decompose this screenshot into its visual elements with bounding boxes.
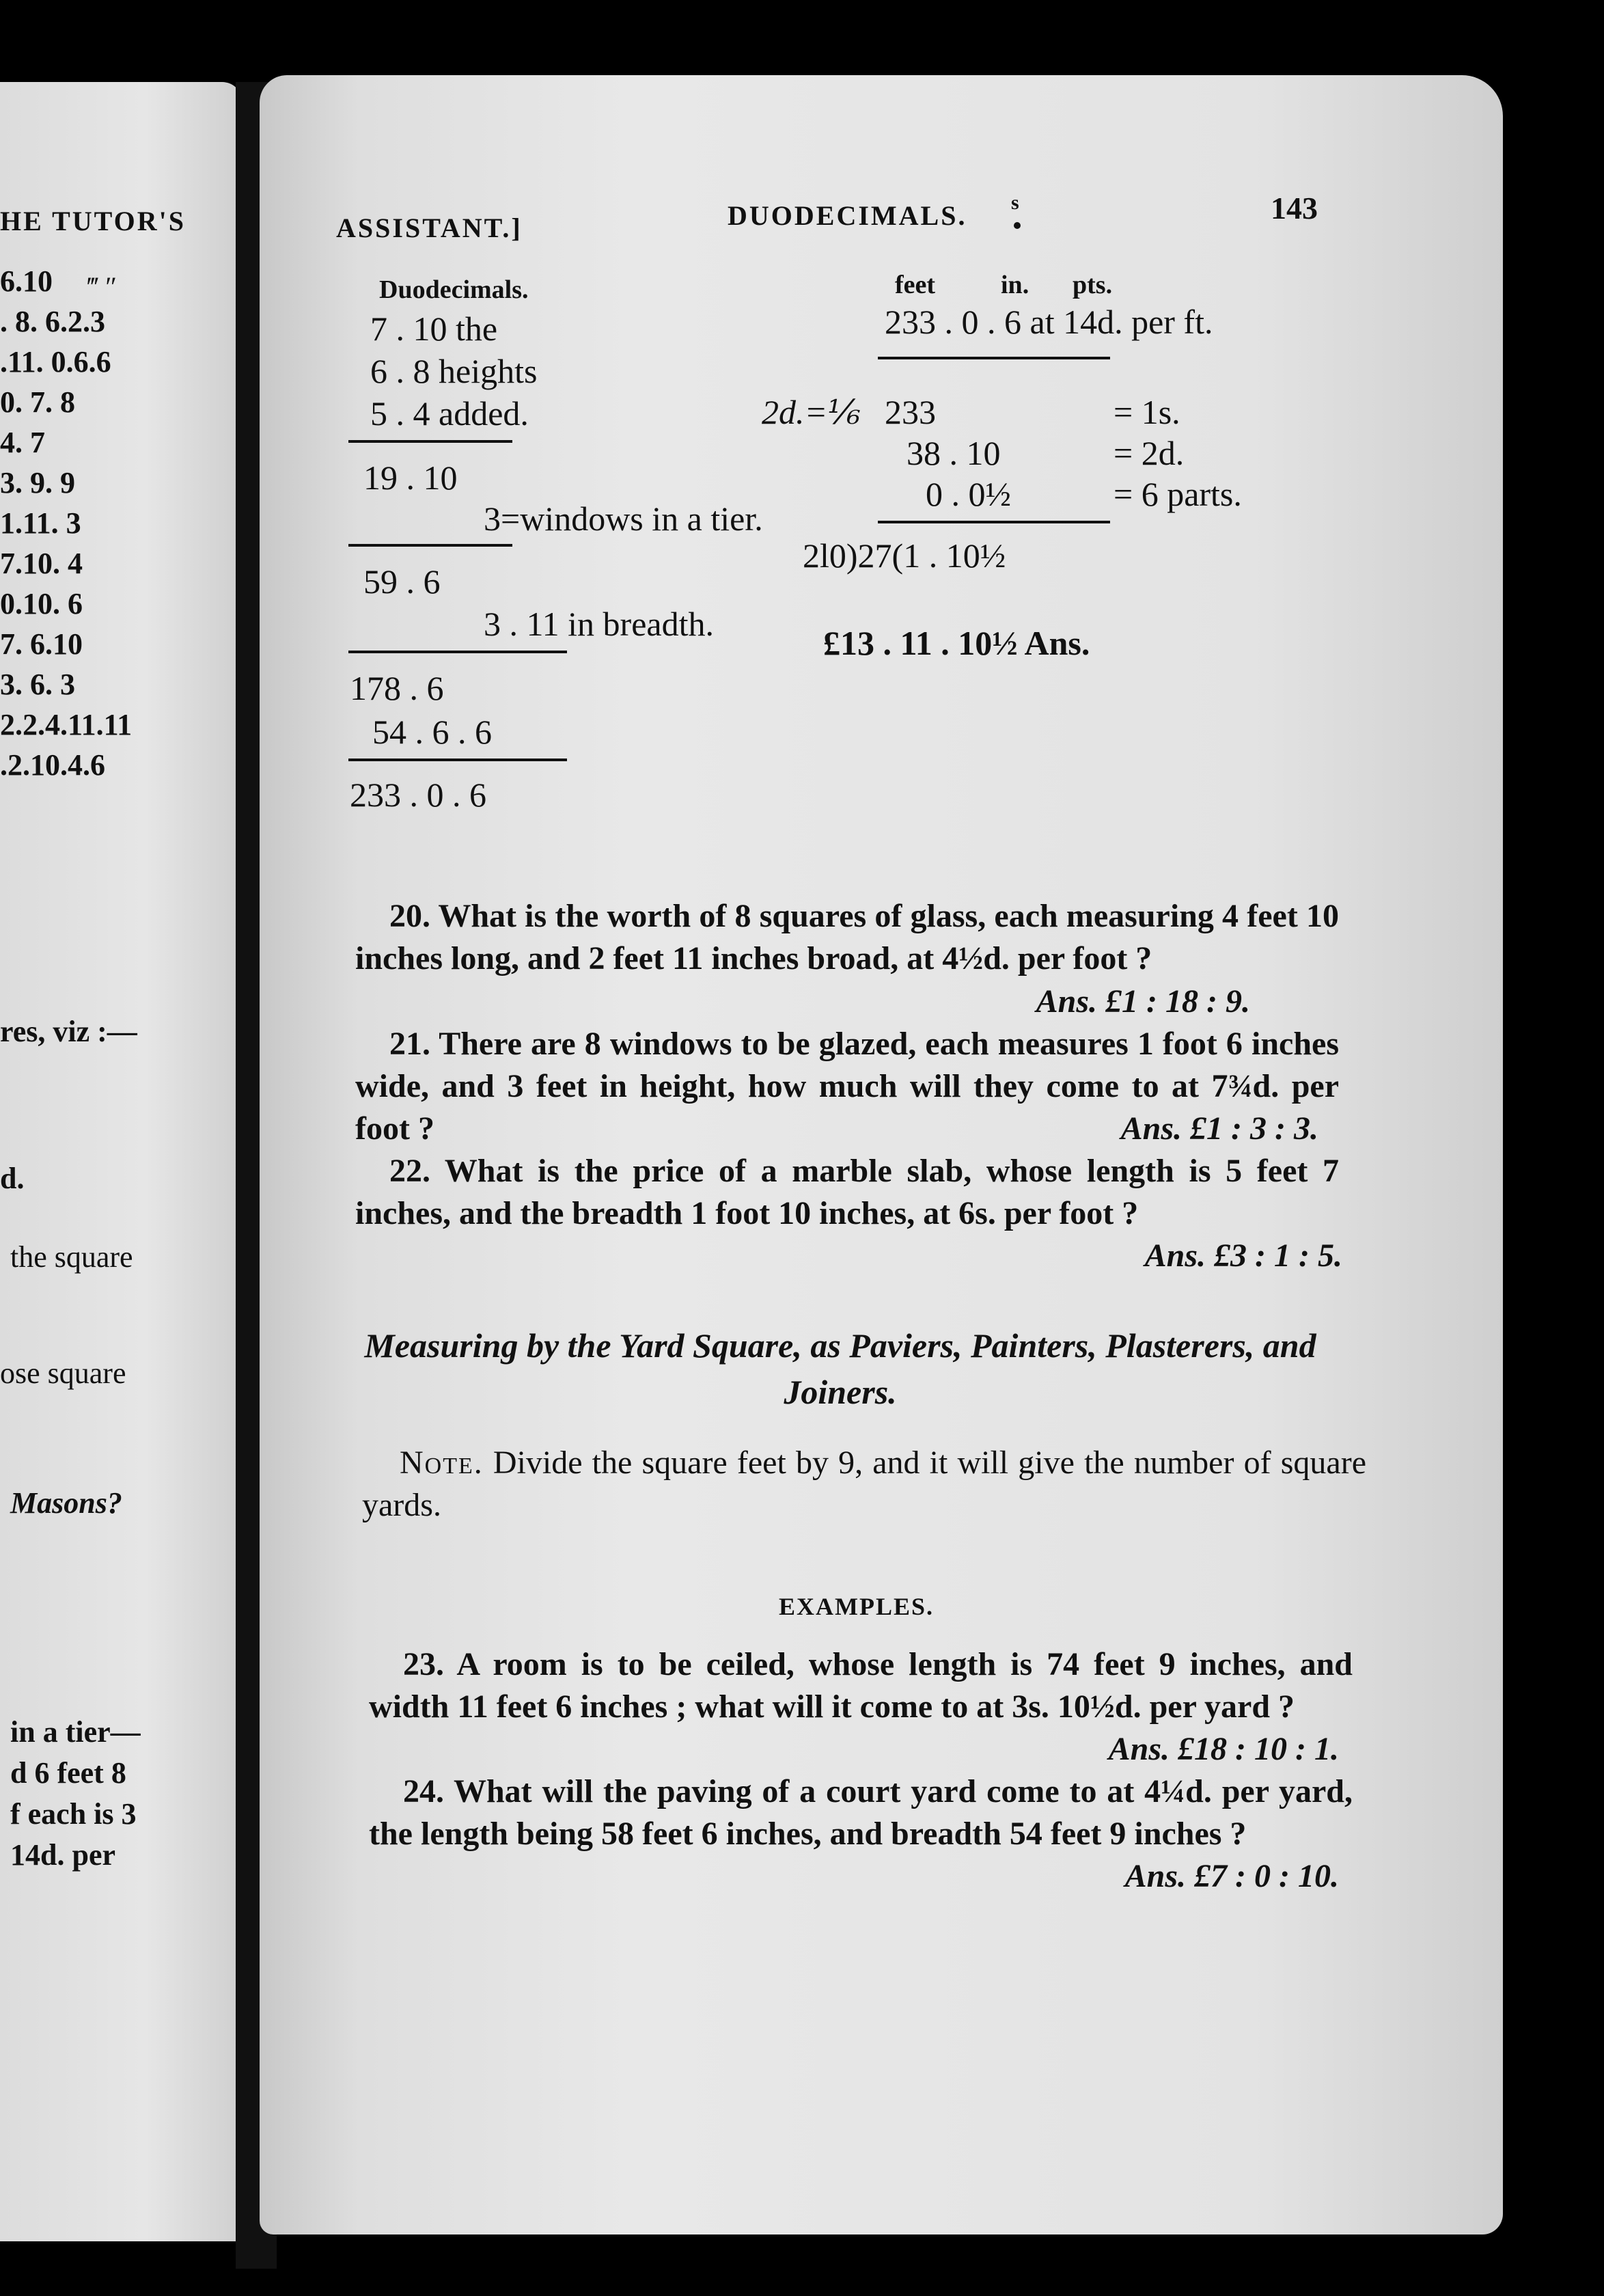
- work-left-row: 5 . 4 added.: [370, 394, 529, 433]
- answer-20: Ans. £1 : 18 : 9.: [1036, 983, 1250, 1020]
- sum-rule: [348, 758, 567, 761]
- sum-rule: [348, 544, 512, 547]
- left-fragment: f each is 3: [10, 1797, 137, 1831]
- question-22: 22. What is the price of a marble slab, whose length is 5 feet 7 inches, and the breadth 1 foot 10 inches, at 6s. per foot ?: [355, 1153, 1339, 1231]
- note-label: Note.: [400, 1445, 484, 1481]
- work-left-row: 233 . 0 . 6: [350, 776, 486, 814]
- section-title: Measuring by the Yard Square, as Paviers, Painters, Plasterers, and Joiners.: [364, 1326, 1316, 1411]
- left-line: 1.11. 3: [0, 506, 81, 540]
- page-number: 143: [1271, 191, 1318, 226]
- left-prime-marks: ‴ ″: [85, 271, 115, 302]
- sum-rule: [878, 521, 1110, 523]
- work-left-row: 178 . 6: [350, 669, 444, 707]
- work-title: Duodecimals.: [379, 275, 529, 304]
- running-header-title: DUODECIMALS.: [728, 200, 967, 231]
- sum-rule: [878, 357, 1110, 359]
- answer-21: Ans. £1 : 3 : 3.: [1120, 1110, 1318, 1147]
- parts-result: = 2d.: [1114, 434, 1185, 472]
- question-21: 21. There are 8 windows to be glazed, each measures 1 foot 6 inches wide, and 3 feet in height, how much will they come to at 7¾d. per foot ?: [355, 1026, 1339, 1147]
- parts-label: 2d.=⅙: [762, 393, 861, 431]
- col-feet: feet: [895, 271, 936, 299]
- left-line: . 8. 6.2.3: [0, 305, 105, 338]
- running-header-left: ASSISTANT.]: [336, 213, 523, 243]
- left-fragment: res, viz :—: [0, 1015, 137, 1048]
- sum-rule: [348, 651, 567, 653]
- left-line: 0.10. 6: [0, 587, 83, 620]
- left-fragment: ose square: [0, 1356, 126, 1390]
- parts-line: 233: [885, 393, 936, 431]
- examples-heading: EXAMPLES.: [779, 1593, 935, 1620]
- col-in: in.: [1001, 271, 1029, 299]
- signature-mark: s: [1011, 191, 1019, 214]
- left-line: 3. 6. 3: [0, 668, 75, 701]
- note-paragraph: Note. Divide the square feet by 9, and it will give the number of square yards.: [362, 1445, 1367, 1523]
- work-left-row: 7 . 10 the: [370, 310, 498, 348]
- signature-dot: [1014, 222, 1021, 229]
- sum-rule: [348, 440, 512, 443]
- left-line: 4. 7: [0, 426, 45, 459]
- left-line: 7.10. 4: [0, 547, 83, 580]
- left-line: 7. 6.10: [0, 627, 83, 661]
- left-line: 6.10: [0, 264, 53, 298]
- example-24: 24. What will the paving of a court yard come to at 4¼d. per yard, the length being 58 feet 6 inches, and breadth 54 feet 9 inches ?: [369, 1773, 1353, 1852]
- parts-result: = 1s.: [1114, 393, 1180, 431]
- left-fragment: in a tier—: [10, 1715, 141, 1749]
- left-line: 2.2.4.11.11: [0, 708, 133, 741]
- left-line: 0. 7. 8: [0, 385, 75, 419]
- work-right-first: 233 . 0 . 6 at 14d. per ft.: [885, 303, 1213, 341]
- left-fragment: d.: [0, 1162, 25, 1195]
- work-left-row: 3 . 11 in breadth.: [484, 605, 714, 643]
- col-pts: pts.: [1073, 271, 1113, 299]
- parts-line: 0 . 0½: [926, 475, 1011, 513]
- left-page-figures: [0, 261, 132, 785]
- work-left-row: 54 . 6 . 6: [372, 713, 492, 751]
- left-line: .11. 0.6.6: [0, 345, 111, 379]
- example-23: 23. A room is to be ceiled, whose length is 74 feet 9 inches, and width 11 feet 6 inches ; what will it come to at 3s. 10½d. per yard ?: [369, 1646, 1353, 1725]
- parts-result: = 6 parts.: [1114, 475, 1242, 513]
- left-running-header: HE TUTOR'S: [0, 206, 186, 236]
- right-page: [260, 75, 1503, 2234]
- work-left-row: 3=windows in a tier.: [484, 500, 763, 538]
- work-left-row: 6 . 8 heights: [370, 352, 538, 390]
- left-fragment: Masons?: [10, 1486, 122, 1520]
- work-answer: £13 . 11 . 10½ Ans.: [823, 624, 1090, 662]
- work-left-row: 59 . 6: [363, 562, 441, 601]
- answer-22: Ans. £3 : 1 : 5.: [1144, 1238, 1342, 1274]
- work-left-row: 19 . 10: [363, 459, 458, 497]
- parts-line: 38 . 10: [907, 434, 1001, 472]
- left-line: .2.10.4.6: [0, 748, 105, 782]
- division-line: 2l0)27(1 . 10½: [803, 536, 1006, 575]
- left-line: 3. 9. 9: [0, 466, 75, 500]
- left-fragment: d 6 feet 8: [10, 1756, 126, 1790]
- answer-24: Ans. £7 : 0 : 10.: [1124, 1858, 1339, 1894]
- left-fragment: 14d. per: [10, 1838, 115, 1872]
- answer-23: Ans. £18 : 10 : 1.: [1108, 1731, 1339, 1767]
- left-fragment: the square: [10, 1240, 133, 1274]
- left-page: [0, 82, 243, 2241]
- question-20: 20. What is the worth of 8 squares of glass, each measuring 4 feet 10 inches long, and 2 feet 11 inches broad, at 4½d. per foot ?: [355, 898, 1339, 976]
